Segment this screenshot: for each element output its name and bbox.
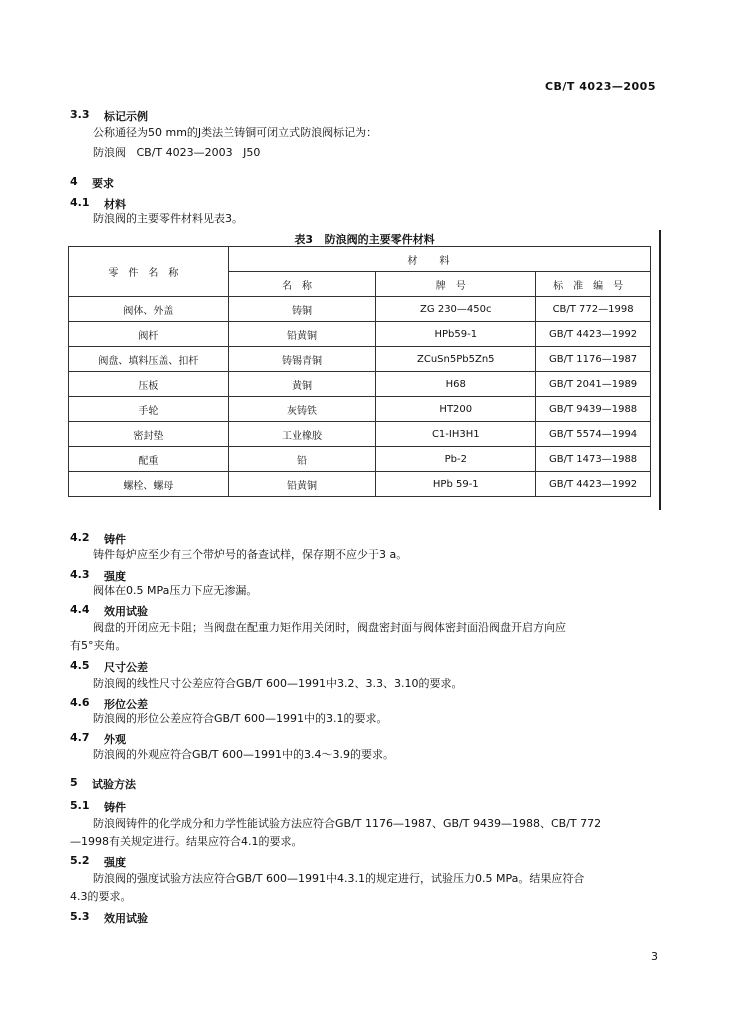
cell-part: 阀体、外盖: [69, 297, 229, 322]
table-row: [69, 397, 651, 422]
paragraph-continued: 4.3的要求。: [70, 890, 132, 903]
cell-standard: GB/T 9439—1988: [536, 397, 651, 422]
section-number: 5: [70, 776, 78, 789]
cell-grade: Pb-2: [376, 447, 536, 472]
cell-part: 阀盘、填料压盖、扣杆: [69, 347, 229, 372]
section-title: 外观: [104, 733, 126, 746]
cell-part: 螺栓、螺母: [69, 472, 229, 497]
section-number: 5.3: [70, 910, 90, 923]
section-title: 铸件: [104, 533, 126, 546]
paragraph: 防浪阀的线性尺寸公差应符合GB/T 600—1991中3.2、3.3、3.10的要求。: [93, 677, 463, 690]
cell-grade: HT200: [376, 397, 536, 422]
cell-part: 密封垫: [69, 422, 229, 447]
paragraph: 防浪阀的主要零件材料见表3。: [93, 212, 243, 225]
section-number: 4.2: [70, 531, 90, 544]
cell-standard: GB/T 4423—1992: [536, 322, 651, 347]
paragraph: 防浪阀铸件的化学成分和力学性能试验方法应符合GB/T 1176—1987、GB/T 9439—1988、CB/T 772: [93, 817, 602, 830]
cell-grade: C1-IH3H1: [376, 422, 536, 447]
header-grade: 牌号: [376, 272, 536, 297]
section-title: 强度: [104, 856, 126, 869]
page-number: 3: [651, 950, 658, 963]
cell-part: 压板: [69, 372, 229, 397]
cell-grade: HPb59-1: [376, 322, 536, 347]
section-number: 4: [70, 175, 78, 188]
section-title: 标记示例: [104, 110, 148, 123]
paragraph: 防浪阀的形位公差应符合GB/T 600—1991中的3.1的要求。: [93, 712, 388, 725]
header-part-name: 零件名称: [69, 247, 229, 297]
cell-name: 铅: [228, 447, 376, 472]
cell-standard: GB/T 5574—1994: [536, 422, 651, 447]
standard-number-header: CB/T 4023—2005: [544, 80, 656, 93]
materials-table: [68, 246, 651, 497]
cell-grade: ZCuSn5Pb5Zn5: [376, 347, 536, 372]
paragraph-continued: —1998有关规定进行。结果应符合4.1的要求。: [70, 835, 303, 848]
table-row: [69, 322, 651, 347]
section-number: 5.1: [70, 799, 90, 812]
cell-standard: GB/T 4423—1992: [536, 472, 651, 497]
header-material-name: 名称: [228, 272, 376, 297]
paragraph: 防浪阀的外观应符合GB/T 600—1991中的3.4～3.9的要求。: [93, 748, 394, 761]
paragraph: 防浪阀 CB/T 4023—2003 J50: [93, 146, 261, 159]
margin-rule: [659, 230, 661, 510]
cell-name: 铅黄铜: [228, 472, 376, 497]
cell-part: 阀杆: [69, 322, 229, 347]
section-title: 效用试验: [104, 912, 148, 925]
paragraph: 防浪阀的强度试验方法应符合GB/T 600—1991中4.3.1的规定进行，试验压力0.5 MPa。结果应符合: [93, 872, 585, 885]
section-title: 要求: [92, 177, 114, 190]
table-row: [69, 422, 651, 447]
table-row: [69, 347, 651, 372]
section-title: 强度: [104, 570, 126, 583]
table-row: [69, 297, 651, 322]
cell-name: 铸铜: [228, 297, 376, 322]
cell-grade: ZG 230—450c: [376, 297, 536, 322]
paragraph: 阀盘的开闭应无卡阻；当阀盘在配重力矩作用关闭时，阀盘密封面与阀体密封面沿阀盘开启方向应: [93, 621, 566, 634]
table-title: 表3 防浪阀的主要零件材料: [294, 233, 435, 246]
cell-grade: HPb 59-1: [376, 472, 536, 497]
cell-standard: GB/T 2041—1989: [536, 372, 651, 397]
cell-standard: GB/T 1176—1987: [536, 347, 651, 372]
cell-name: 黄铜: [228, 372, 376, 397]
header-standard: 标准编号: [536, 272, 651, 297]
header-material: 材料: [228, 247, 650, 272]
section-number: 3.3: [70, 108, 90, 121]
cell-name: 铸锡青铜: [228, 347, 376, 372]
section-number: 4.3: [70, 568, 90, 581]
cell-standard: GB/T 1473—1988: [536, 447, 651, 472]
cell-grade: H68: [376, 372, 536, 397]
section-title: 形位公差: [104, 698, 148, 711]
section-number: 5.2: [70, 854, 90, 867]
section-number: 4.4: [70, 603, 90, 616]
table-row: [69, 447, 651, 472]
paragraph-continued: 有5°夹角。: [70, 639, 127, 652]
section-number: 4.1: [70, 196, 90, 209]
section-title: 材料: [104, 198, 126, 211]
section-number: 4.6: [70, 696, 90, 709]
section-number: 4.7: [70, 731, 90, 744]
cell-part: 手轮: [69, 397, 229, 422]
cell-name: 灰铸铁: [228, 397, 376, 422]
section-title: 效用试验: [104, 605, 148, 618]
section-title: 铸件: [104, 801, 126, 814]
table-row: [69, 372, 651, 397]
table-header-row: [69, 247, 651, 272]
section-number: 4.5: [70, 659, 90, 672]
section-title: 试验方法: [92, 778, 136, 791]
cell-part: 配重: [69, 447, 229, 472]
cell-name: 工业橡胶: [228, 422, 376, 447]
paragraph: 铸件每炉应至少有三个带炉号的备查试样，保存期不应少于3 a。: [93, 548, 408, 561]
table-row: [69, 472, 651, 497]
paragraph: 阀体在0.5 MPa压力下应无渗漏。: [93, 584, 258, 597]
section-title: 尺寸公差: [104, 661, 148, 674]
cell-name: 铅黄铜: [228, 322, 376, 347]
cell-standard: CB/T 772—1998: [536, 297, 651, 322]
paragraph: 公称通径为50 mm的J类法兰铸铜可闭立式防浪阀标记为：: [93, 126, 378, 139]
